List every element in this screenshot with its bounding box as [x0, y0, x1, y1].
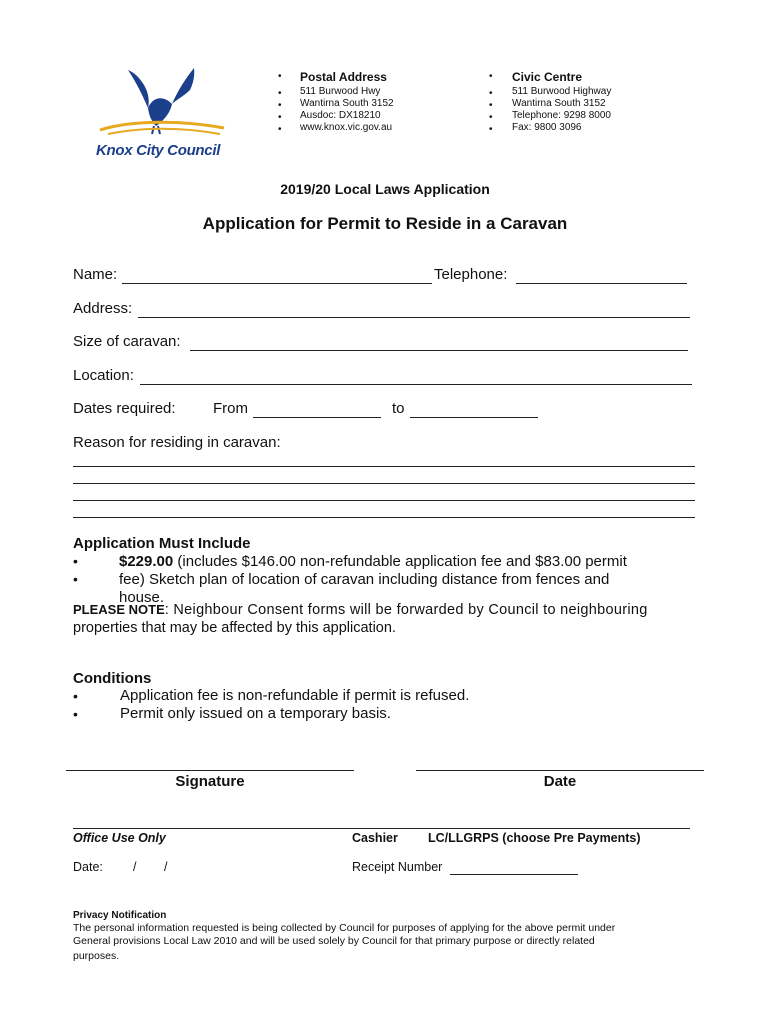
receipt-number-field[interactable] [450, 874, 578, 875]
telephone-field[interactable] [516, 283, 687, 284]
to-label: to [392, 400, 405, 417]
location-label: Location: [73, 367, 134, 384]
date-to-field[interactable] [410, 417, 538, 418]
signature-label: Signature [175, 773, 245, 790]
privacy-text-2: General provisions Local Law 2010 and will be used solely by Council for that primary purpose or directly related [73, 935, 595, 947]
cashier-label: Cashier [352, 831, 398, 845]
please-note-text: : Neighbour Consent forms will be forwarded by Council to neighbouring [164, 602, 648, 618]
location-field[interactable] [140, 384, 692, 385]
date-separator: / [133, 860, 137, 874]
payment-code: LC/LLGRPS (choose Pre Payments) [428, 831, 641, 845]
civic-line: Telephone: 9298 8000 [512, 110, 611, 121]
please-note [73, 602, 648, 618]
civic-title: Civic Centre [512, 70, 583, 84]
reason-line-2[interactable] [73, 483, 695, 484]
condition-item: Application fee is non-refundable if permit is refused. [120, 687, 470, 704]
caravan-size-field[interactable] [190, 350, 688, 351]
reason-line-3[interactable] [73, 500, 695, 501]
date-label: Date [543, 773, 577, 790]
eagle-icon [92, 64, 232, 136]
include-heading: Application Must Include [73, 535, 251, 552]
include-sketch-line: fee) Sketch plan of location of caravan including distance from fences and [119, 571, 610, 588]
caravan-size-label: Size of caravan: [73, 333, 181, 350]
name-label: Name: [73, 266, 118, 283]
postal-website-link[interactable]: www.knox.vic.gov.au [300, 122, 393, 133]
reason-label: Reason for residing in caravan: [73, 434, 281, 451]
privacy-text-1: The personal information requested is being collected by Council for purposes of applying for the above permit under [73, 922, 616, 934]
reason-line-1[interactable] [73, 466, 695, 467]
office-use-heading: Office Use Only [73, 831, 166, 845]
telephone-label: Telephone: [434, 266, 508, 283]
postal-title: Postal Address [300, 70, 387, 84]
name-field[interactable] [122, 283, 432, 284]
logo-text: Knox City Council [96, 142, 221, 159]
office-date-label: Date: [73, 860, 103, 874]
date-from-field[interactable] [253, 417, 381, 418]
condition-item: Permit only issued on a temporary basis. [120, 705, 391, 722]
conditions-heading: Conditions [73, 670, 152, 687]
privacy-heading: Privacy Notification [73, 910, 167, 921]
fee-details: (includes $146.00 non-refundable application fee and $83.00 permit [173, 553, 627, 570]
include-house-line: house. [119, 589, 165, 606]
please-note-label: PLEASE NOTE [73, 602, 165, 617]
form-subtitle: 2019/20 Local Laws Application [280, 181, 490, 197]
reason-line-4[interactable] [73, 517, 695, 518]
dates-required-label: Dates required: [73, 400, 176, 417]
fee-amount: $229.00 [119, 553, 174, 570]
signature-field[interactable] [66, 770, 354, 771]
page-title: Application for Permit to Reside in a Caravan [202, 214, 568, 233]
please-note-text-2: properties that may be affected by this application. [73, 620, 396, 636]
civic-line: Wantirna South 3152 [512, 98, 606, 109]
civic-line: Fax: 9800 3096 [512, 122, 582, 133]
address-field[interactable] [138, 317, 690, 318]
postal-line: 511 Burwood Hwy [300, 86, 381, 97]
address-label: Address: [73, 300, 133, 317]
postal-line: Ausdoc: DX18210 [300, 110, 381, 121]
office-divider [73, 828, 690, 829]
date-separator: / [164, 860, 168, 874]
from-label: From [213, 400, 248, 417]
council-logo [92, 64, 232, 164]
postal-line: Wantirna South 3152 [300, 98, 394, 109]
privacy-text-3: purposes. [73, 950, 120, 962]
civic-line: 511 Burwood Highway [512, 86, 612, 97]
include-fee-line [119, 553, 627, 570]
receipt-label: Receipt Number [352, 860, 443, 874]
date-field[interactable] [416, 770, 704, 771]
